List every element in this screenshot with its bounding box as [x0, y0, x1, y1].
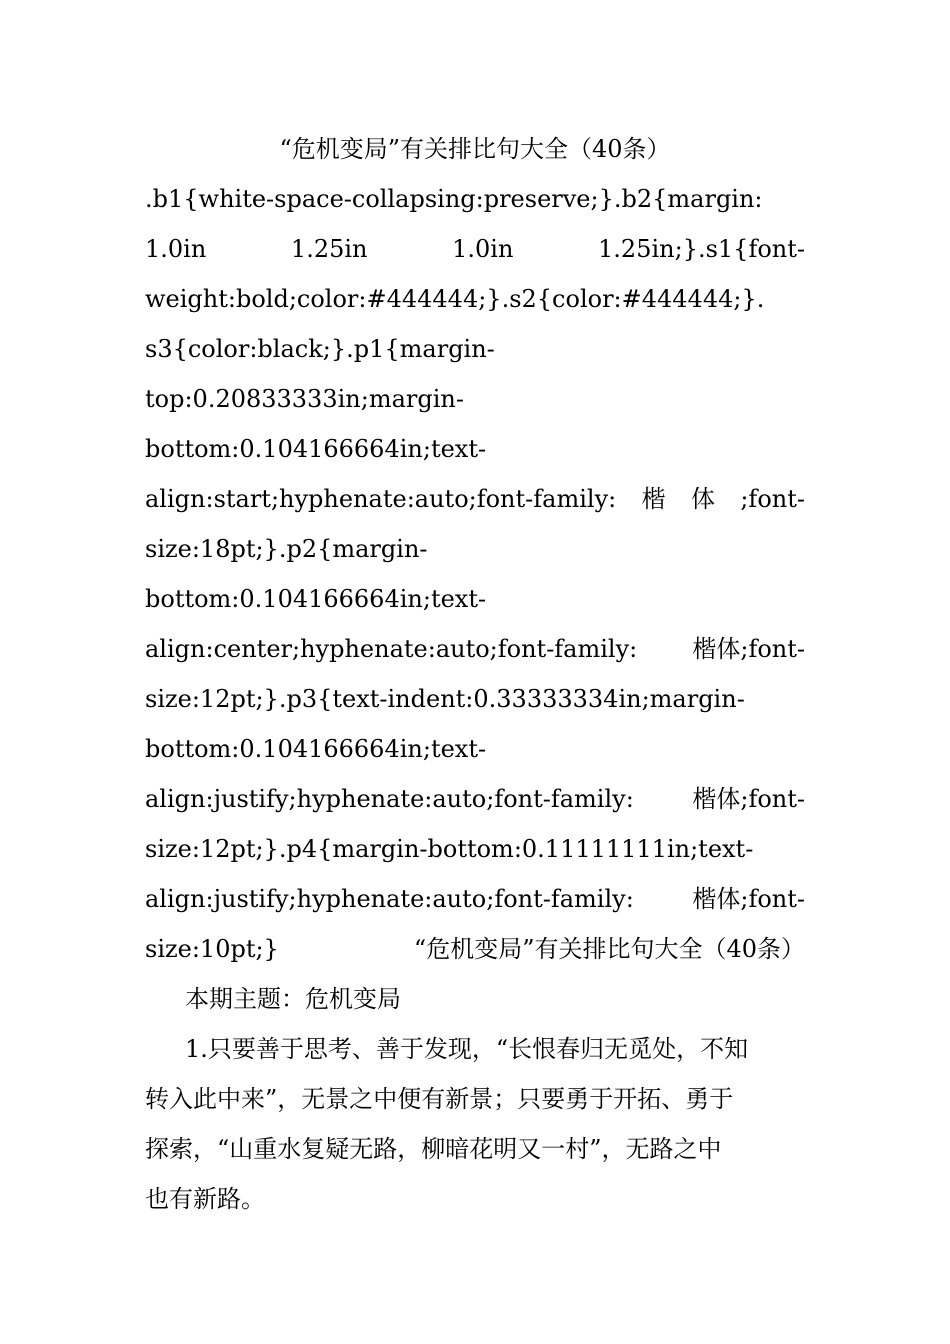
css-line-9: bottom:0.104166664in;text-: [145, 585, 487, 613]
css-line-5: top:0.20833333in;margin-: [145, 385, 464, 413]
css-line-10-segment-1: align:center;hyphenate:auto;font-family:: [145, 635, 638, 663]
css-line-2-segment-4: 1.25in;}.s1{font-: [598, 235, 805, 263]
theme-line: 本期主题：危机变局: [185, 985, 401, 1013]
css-line-8: size:18pt;}.p2{margin-: [145, 535, 428, 563]
paragraph-1-line-3: 探索，“山重水复疑无路，柳暗花明又一村”，无路之中: [145, 1135, 722, 1163]
css-line-13: [145, 784, 805, 814]
css-line-7-segment-2: 楷: [641, 485, 666, 513]
css-line-15: [145, 884, 805, 914]
document-title: “危机变局”有关排比句大全（40条）: [279, 135, 671, 163]
css-line-2-segment-1: 1.0in: [145, 235, 207, 263]
css-line-2-segment-3: 1.0in: [452, 235, 514, 263]
css-line-11: size:12pt;}.p3{text-indent:0.33333334in;margin-: [145, 685, 745, 713]
css-line-13-segment-2: 楷体;font-: [692, 785, 805, 813]
css-line-15-segment-1: align:justify;hyphenate:auto;font-family:: [145, 885, 634, 913]
css-line-6: bottom:0.104166664in;text-: [145, 435, 487, 463]
css-line-1: [145, 184, 805, 214]
css-line-13-segment-1: align:justify;hyphenate:auto;font-family:: [145, 785, 634, 813]
css-line-14: size:12pt;}.p4{margin-bottom:0.11111111in;text-: [145, 835, 754, 863]
css-line-16: [145, 934, 805, 964]
css-line-10-segment-2: 楷体;font-: [692, 635, 805, 663]
css-line-7: [145, 484, 805, 514]
paragraph-1-line-1: 1.只要善于思考、善于发现，“长恨春归无觅处，不知: [185, 1035, 749, 1063]
css-line-1-text: .b1{white-space-collapsing:preserve;}.b2{margin:: [145, 185, 763, 213]
css-line-2: [145, 234, 805, 264]
title-repeat: “危机变局”有关排比句大全（40条）: [413, 935, 805, 963]
css-line-2-segment-2: 1.25in: [290, 235, 368, 263]
css-line-10: [145, 634, 805, 664]
css-line-3: weight:bold;color:#444444;}.s2{color:#444444;}.: [145, 285, 765, 313]
paragraph-1-line-4: 也有新路。: [145, 1185, 265, 1213]
css-line-12: bottom:0.104166664in;text-: [145, 735, 487, 763]
css-line-7-segment-4: ;font-: [740, 485, 805, 513]
paragraph-1-line-2: 转入此中来”，无景之中便有新景；只要勇于开拓、勇于: [145, 1085, 734, 1113]
css-line-16-text: size:10pt;}: [145, 935, 279, 963]
css-line-4: s3{color:black;}.p1{margin-: [145, 335, 495, 363]
css-line-7-segment-3: 体: [690, 485, 715, 513]
css-line-15-segment-2: 楷体;font-: [692, 885, 805, 913]
css-line-7-segment-1: align:start;hyphenate:auto;font-family:: [145, 485, 617, 513]
